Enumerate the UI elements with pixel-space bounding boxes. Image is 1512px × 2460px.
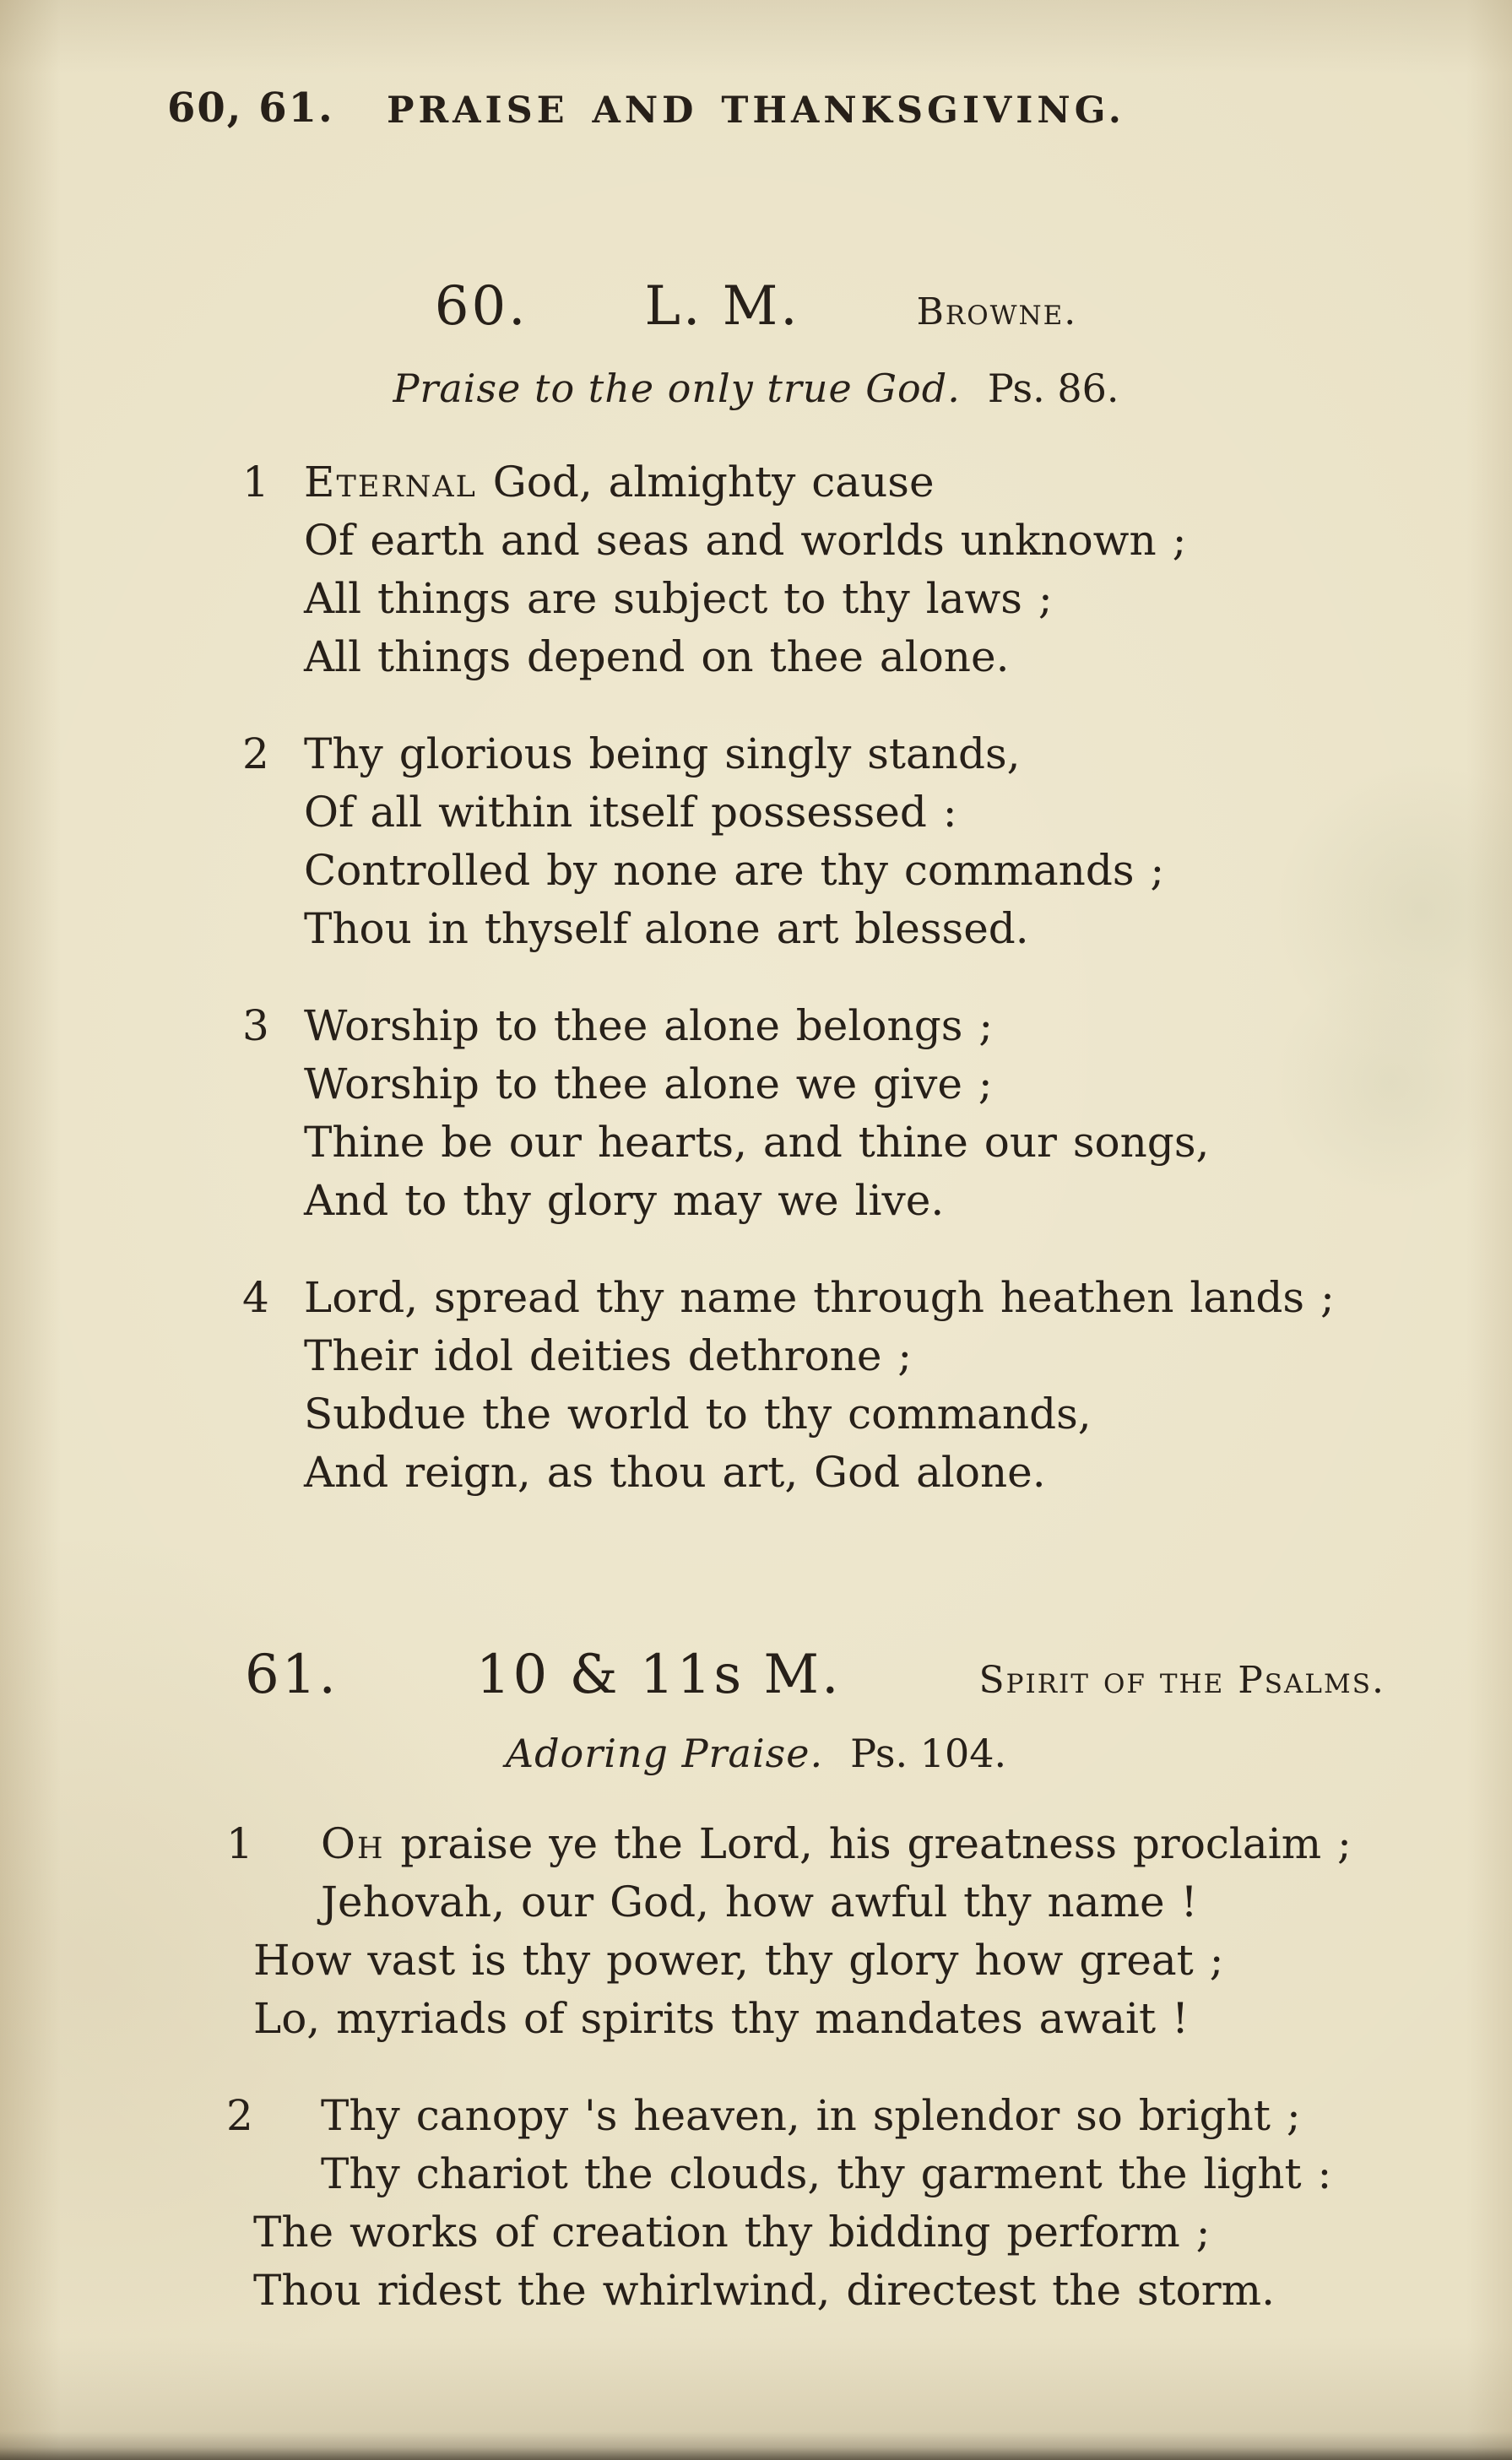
- verse-line: Thy chariot the clouds, thy garment the light :: [321, 2149, 1332, 2198]
- verse: [226, 2087, 1512, 2320]
- verse-line: Lord, spread thy name through heathen lands ;: [304, 1273, 1335, 1322]
- verse-number: 4: [242, 1273, 269, 1322]
- scripture-reference: Ps. 86.: [987, 366, 1119, 411]
- verse: [242, 997, 1512, 1230]
- hymn-meter: L. M.: [644, 275, 800, 338]
- verse-line: Of all within itself possessed :: [304, 788, 957, 837]
- verse-lines: [304, 1269, 1335, 1502]
- verse-lines: [253, 2087, 1332, 2320]
- hymn-subject: Adoring Praise.: [505, 1731, 824, 1776]
- verse-line: Of earth and seas and worlds unknown ;: [304, 516, 1187, 565]
- hymn-61-verses: [226, 1815, 1512, 2320]
- verse-line: Oh praise ye the Lord, his greatness proclaim ;: [321, 1819, 1352, 1868]
- verse-line: Jehovah, our God, how awful thy name !: [321, 1878, 1198, 1926]
- verse-number: 3: [242, 1001, 269, 1050]
- hymn-61: [0, 1644, 1512, 2320]
- page-numbers: 60, 61.: [167, 84, 334, 132]
- verse-line: Lo, myriads of spirits thy mandates await !: [253, 1994, 1190, 2043]
- hymn-60-subtitle: [0, 366, 1512, 411]
- hymn-meter: 10 & 11s M.: [475, 1644, 842, 1706]
- verse-line: Thy canopy 's heaven, in splendor so bright ;: [321, 2091, 1301, 2140]
- hymn-attribution: Browne.: [916, 290, 1078, 333]
- verse-line: Thine be our hearts, and thine our songs,: [304, 1118, 1210, 1167]
- verse-number: 1: [242, 458, 269, 507]
- verse-line: And to thy glory may we live.: [304, 1176, 945, 1225]
- verse-lines: [253, 1815, 1352, 2048]
- section-title: PRAISE AND THANKSGIVING.: [387, 89, 1125, 132]
- verse: [226, 1815, 1512, 2048]
- verse-line: Worship to thee alone belongs ;: [304, 1001, 994, 1050]
- hymn-number: 60.: [434, 275, 528, 338]
- verse-lines: [304, 453, 1186, 686]
- hymn-attribution: Spirit of the Psalms.: [978, 1659, 1385, 1702]
- hymn-61-heading: [245, 1644, 1385, 1712]
- verse-line: Thou in thyself alone art blessed.: [304, 904, 1029, 953]
- verse-line: Controlled by none are thy commands ;: [304, 846, 1165, 895]
- hymn-60-verses: [242, 453, 1512, 1502]
- verse-lines: [304, 997, 1209, 1230]
- verse-line: And reign, as thou art, God alone.: [304, 1448, 1046, 1497]
- lead-word: Oh: [321, 1819, 385, 1868]
- verse-line: How vast is thy power, thy glory how great ;: [253, 1936, 1224, 1985]
- hymn-61-subtitle: [0, 1731, 1512, 1776]
- verse-number: 1: [226, 1819, 253, 1868]
- page-header: [0, 0, 1512, 142]
- hymn-subject: Praise to the only true God.: [393, 366, 961, 411]
- verse-line: Eternal God, almighty cause: [304, 458, 935, 507]
- scripture-reference: Ps. 104.: [850, 1731, 1007, 1776]
- verse-line: Worship to thee alone we give ;: [304, 1059, 993, 1108]
- verse-line: Thy glorious being singly stands,: [304, 729, 1021, 778]
- verse-number: 2: [226, 2091, 253, 2140]
- verse-line: Their idol deities dethrone ;: [304, 1331, 913, 1380]
- verse-line: All things are subject to thy laws ;: [304, 574, 1053, 623]
- verse-lines: [304, 725, 1164, 958]
- hymn-60: [0, 275, 1512, 1502]
- verse-number: 2: [242, 729, 269, 778]
- verse-line: Subdue the world to thy commands,: [304, 1390, 1092, 1439]
- verse: [242, 725, 1512, 958]
- verse-line: Thou ridest the whirlwind, directest the storm.: [253, 2266, 1275, 2315]
- verse-line: All things depend on thee alone.: [304, 632, 1010, 681]
- verse: [242, 453, 1512, 686]
- hymn-60-heading: [0, 275, 1512, 344]
- hymn-number: 61.: [245, 1644, 339, 1706]
- verse-line: The works of creation thy bidding perform ;: [253, 2208, 1211, 2257]
- lead-word: Eternal: [304, 458, 477, 507]
- verse: [242, 1269, 1512, 1502]
